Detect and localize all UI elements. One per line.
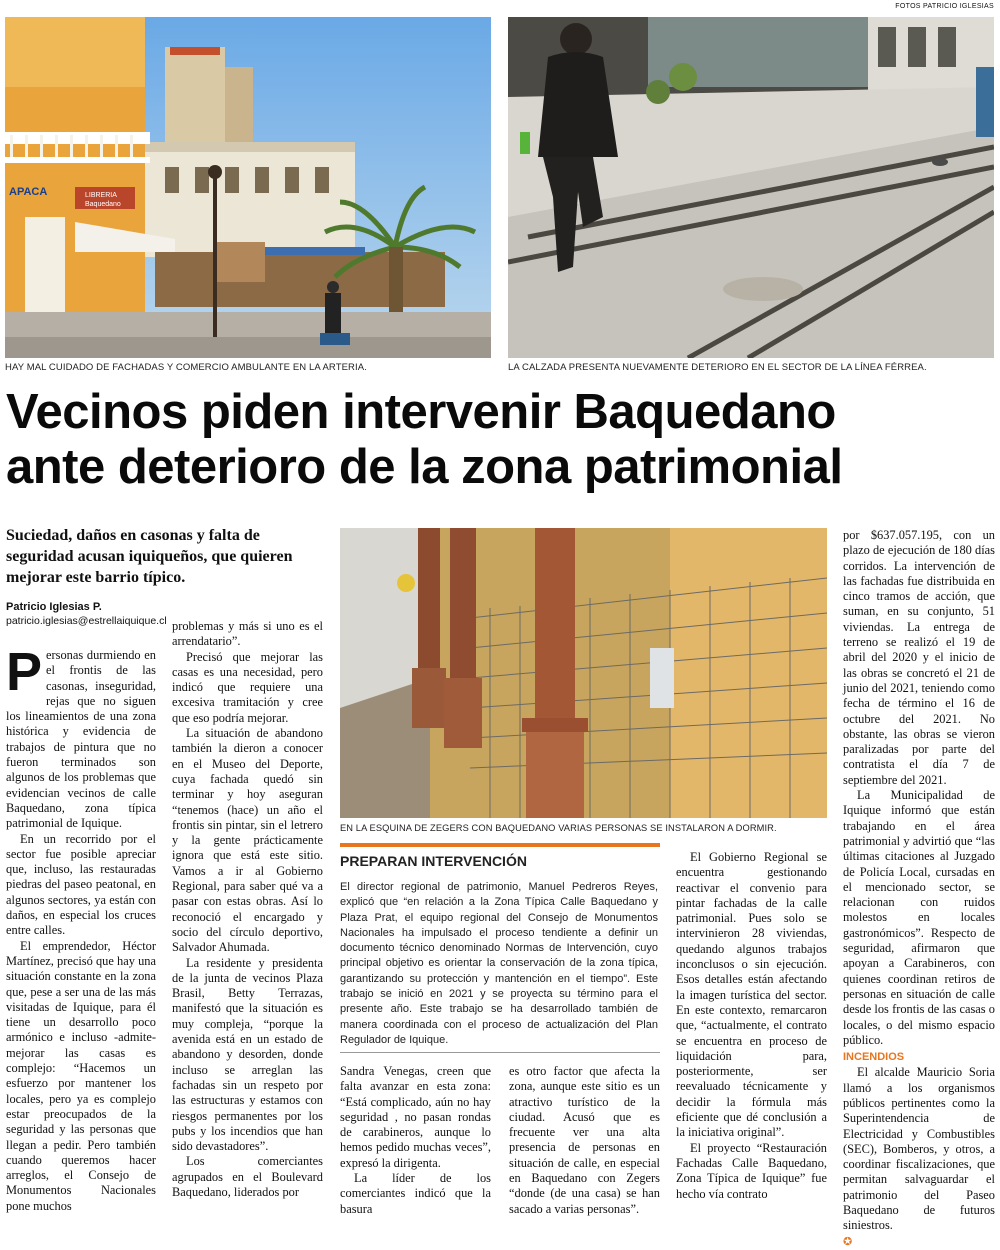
paragraph: El emprendedor, Héctor Martínez, precisó que hay una situación constante en la zona que, pese a ser una de las más visitadas de Iquique, para él tiene un desarrollo poco armónico e incluso -admite- mejorar las casas es complejo: “Hacemos un esfuerzo por mantener los locales, pero ya es complejo estar preocupados de la seguridad y las personas que llegan a pedir. Pero también cuando queremos hacer arreglos, el Consejo de Monumentos Nacionales pone muchos bbox=[6, 938, 156, 1213]
photo-street-facades bbox=[5, 17, 491, 358]
author-email: patricio.iglesias@estrellaiquique.cl bbox=[6, 615, 167, 627]
paragraph: problemas y más si uno es el arrendatario”. bbox=[172, 619, 323, 649]
paragraph: Los comerciantes agrupados en el Boulevard Baquedano, liderados por bbox=[172, 1154, 323, 1199]
author-name: Patricio Iglesias P. bbox=[6, 601, 102, 613]
paragraph: por $637.057.195, con un plazo de ejecución de 180 días corridos. La intervención de las fachadas fue distribuida en cinco tramos de acción, que suman, en su conjunto, 51 viviendas. La entrega de terreno se realizó el 19 de abril del 2020 y el inicio de las obras se concretó el 21 de junio del 2021, teniendo como fecha de término el 16 de octubre del 2021. No obstante, las obras se vieron paralizadas por parte del contratista el día 7 de septiembre del 2021. bbox=[843, 528, 995, 787]
paragraph: En un recorrido por el sector fue posible apreciar que, incluso, las restauradas piedras del paseo peatonal, en algunos sectores, ya están con daños, en especial los cruces entre calles. bbox=[6, 831, 156, 938]
paragraph: Sandra Venegas, creen que falta avanzar en esta zona: “Está complicado, aún no hay seguridad , no pasan rondas de carabineros, aunque lo hemos pedido muchas veces”, expresó la dirigenta. bbox=[340, 1064, 491, 1170]
paragraph: ersonas durmiendo en el frontis de las casonas, inseguridad, rejas que no siguen los lineamientos de una zona histórica y evidencia de trabajos de pintura que no fueron terminados son algunos de los problemas que evidencian vecinos de calle Baquedano, zona típica patrimonial de Iquique. bbox=[6, 648, 156, 831]
paragraph: El Gobierno Regional se encuentra gestionando reactivar el convenio para pintar fachadas de la calle patrimonial. Pues solo se intervinieron 28 viviendas, quedando algunos trabajos inconclusos o sin ejecución. Esos detalles están afectando la imagen turística del sector. En este contexto, remarcaron que, “actualmente, el contrato se encuentra en proceso de liquidación para, posteriormente, ser reevaluado técnicamente y decidir la fórmula más eficiente que dé conclusión a la iniciativa original”. bbox=[676, 850, 827, 1140]
paragraph: El alcalde Mauricio Soria llamó a los organismos públicos pertinentes como la Superintendencia de Electricidad y Combustibles (SEC), Bomberos, y otros, a coordinar fiscalizaciones, que permitan salvaguardar el patrimonio del Paseo Baquedano de futuros siniestros. bbox=[843, 1065, 995, 1233]
box-bottom-rule bbox=[340, 1052, 660, 1053]
sign-libreria: LIBRERIA bbox=[85, 192, 117, 199]
headline-line-2: ante deterioro de la zona patrimonial bbox=[6, 440, 843, 494]
paragraph: El proyecto “Restauración Fachadas Calle Baquedano, Zona Típica de Iquique” fue hecho vía contrato bbox=[676, 1140, 827, 1201]
article-column-1 bbox=[6, 642, 156, 1214]
photo-caption-right: LA CALZADA PRESENTA NUEVAMENTE DETERIORO EN EL SECTOR DE LA LÍNEA FÉRREA. bbox=[508, 362, 927, 373]
photo-arcade-corner bbox=[340, 528, 827, 818]
paragraph: La situación de abandono también la dieron a conocer en el Museo del Deporte, cuya fachada quedó sin terminar y hoy aseguran “tenemos (hace) un año el frontis sin pintar, sin el letrero y la gente prácticamente ignora que está este sitio. Vamos a ir al Gobierno Regional, para saber qué va a pasar con estas obras. Así lo reconoció el encargado y socio del círculo deportivo, Salvador Ahumada. bbox=[172, 726, 323, 955]
drop-cap: P bbox=[6, 642, 43, 702]
headline bbox=[6, 385, 996, 495]
article-column-5 bbox=[676, 850, 827, 1202]
sign-apaca: APACA bbox=[9, 186, 48, 198]
paragraph: es otro factor que afecta la zona, aunque este sitio es un atractivo turístico de la ciudad. Acusó que es frecuente ver una alta presencia de personas en situación de calle, en especial en Baquedano con Zegers “donde (de una casa) se han sacado a varias personas”. bbox=[509, 1064, 660, 1216]
article-column-6 bbox=[843, 528, 995, 1250]
photo-caption-left: HAY MAL CUIDADO DE FACHADAS Y COMERCIO AMBULANTE EN LA ARTERIA. bbox=[5, 362, 367, 373]
paragraph: La líder de los comerciantes indicó que la basura bbox=[340, 1171, 491, 1216]
headline-line-1: Vecinos piden intervenir Baquedano bbox=[6, 385, 836, 439]
paragraph: La residente y presidenta de la junta de vecinos Plaza Brasil, Betty Terrazas, manifestó que la situación es muy compleja, “porque la avenida está en un estado de abandono y desorden, donde incluso se arreglan las fachadas sin un respeto por las estructuras y estamos con riesgos permanentes por los pubs y los incendios que han sido devastadores”. bbox=[172, 955, 323, 1154]
article-column-4 bbox=[509, 1064, 660, 1217]
deck: Suciedad, daños en casonas y falta de seguridad acusan iquiqueños, que quieren mejorar este barrio típico. bbox=[6, 527, 293, 586]
paragraph: La Municipalidad de Iquique informó que están trabajando en el área patrimonial y advirtió que “las últimas citaciones al Juzgado de Policía Local, cursadas en el mencionado sector, se relacionan con ruidos molestos en locales gastronómicos”. Respecto de seguridad, afirmaron que apoyan a Carabineros, con quienes coordinan retiros de personas en situación de calle desde los frontis de las casas o locales, o del mismo espacio público. bbox=[843, 788, 995, 1047]
box-rule bbox=[340, 843, 660, 847]
paragraph: Precisó que mejorar las casas es una necesidad, pero indicó que requiere una excesiva tramitación y cree que eso podría mejorar. bbox=[172, 649, 323, 725]
article-column-2 bbox=[172, 619, 323, 1200]
box-text: El director regional de patrimonio, Manuel Pedreros Reyes, explicó que “en relación a la Zona Típica Calle Baquedano y Plaza Prat, el equipo regional del Consejo de Monumentos Nacionales ha impulsado el proceso tendiente a definir un documento técnico denominado Normas de Intervención, cuyo principal objetivo es orientar la conservación de la zona típica, garantizando su protección y mantención en el tiempo”. Este trabajo se inició en 2021 y se proyecta su término para el presente año. Este trabajo se ha desarrollado también de manera coordinada con el proceso de actualización del Plan Regulador de Iquique. bbox=[340, 881, 658, 1046]
box-title: PREPARAN INTERVENCIÓN bbox=[340, 853, 527, 869]
sign-libreria-sub: Baquedano bbox=[85, 201, 121, 208]
photo-rail-tracks bbox=[508, 17, 994, 358]
subhead-incendios: INCENDIOS bbox=[843, 1051, 905, 1064]
photo-credit: FOTOS PATRICIO IGLESIAS bbox=[895, 3, 994, 10]
photo-caption-middle: EN LA ESQUINA DE ZEGERS CON BAQUEDANO VARIAS PERSONAS SE INSTALARON A DORMIR. bbox=[340, 823, 777, 833]
article-column-3 bbox=[340, 1064, 491, 1217]
end-mark-icon: ✪ bbox=[843, 1235, 853, 1248]
